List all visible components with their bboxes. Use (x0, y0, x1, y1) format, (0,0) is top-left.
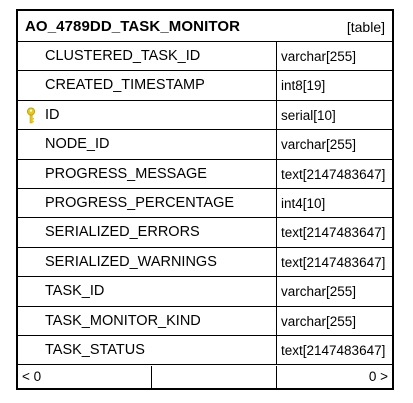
column-name: SERIALIZED_WARNINGS (45, 253, 217, 270)
column-type: varchar[255] (281, 284, 357, 300)
table-header (18, 11, 392, 42)
column-name-cell (18, 336, 277, 364)
column-type: varchar[255] (281, 137, 357, 153)
scroll-left-label: < 0 (22, 369, 42, 384)
column-row[interactable] (18, 307, 392, 336)
column-name: ID (45, 106, 60, 123)
column-type: varchar[255] (281, 49, 357, 64)
footer-spacer (152, 366, 277, 388)
column-type: text[2147483647] (281, 166, 386, 182)
primary-key-icon (26, 107, 36, 124)
column-name-cell (18, 277, 277, 305)
scroll-right-button[interactable] (277, 366, 392, 388)
column-type: int8[19] (281, 78, 326, 94)
column-name: SERIALIZED_ERRORS (45, 224, 200, 241)
column-name: CLUSTERED_TASK_ID (45, 48, 201, 64)
column-name: CREATED_TIMESTAMP (45, 77, 205, 94)
column-name-cell (18, 307, 277, 335)
column-row[interactable] (18, 218, 392, 247)
column-list (18, 42, 392, 365)
column-row[interactable] (18, 42, 392, 71)
table-kind-label: [table] (346, 19, 385, 35)
scroll-left-button[interactable] (18, 366, 152, 388)
column-type: text[2147483647] (281, 254, 386, 270)
column-name-cell (18, 160, 277, 188)
column-row[interactable] (18, 71, 392, 100)
column-name-cell (18, 42, 277, 70)
column-name: PROGRESS_PERCENTAGE (45, 194, 235, 211)
column-row[interactable] (18, 130, 392, 159)
column-name: TASK_MONITOR_KIND (45, 312, 201, 329)
table-footer (18, 366, 392, 388)
column-name: TASK_ID (45, 283, 105, 300)
column-row[interactable] (18, 277, 392, 306)
column-name: TASK_STATUS (45, 341, 145, 358)
table-title: AO_4789DD_TASK_MONITOR (25, 18, 241, 35)
column-type: varchar[255] (281, 313, 357, 329)
column-name: NODE_ID (45, 136, 110, 153)
column-row[interactable] (18, 101, 392, 130)
column-row[interactable] (18, 160, 392, 189)
column-type: serial[10] (281, 107, 336, 123)
column-row[interactable] (18, 336, 392, 365)
column-name-cell (18, 189, 277, 217)
column-name-cell (18, 248, 277, 276)
column-name: PROGRESS_MESSAGE (45, 165, 207, 182)
column-row[interactable] (18, 248, 392, 277)
column-row[interactable] (18, 189, 392, 218)
column-name-cell (18, 101, 277, 129)
column-type: int4[10] (281, 195, 326, 211)
scroll-right-label: 0 > (368, 369, 388, 384)
column-name-cell (18, 71, 277, 99)
column-name-cell (18, 130, 277, 158)
column-type: text[2147483647] (281, 225, 386, 241)
column-type: text[2147483647] (281, 342, 386, 358)
column-name-cell (18, 218, 277, 246)
table-diagram (16, 9, 394, 390)
